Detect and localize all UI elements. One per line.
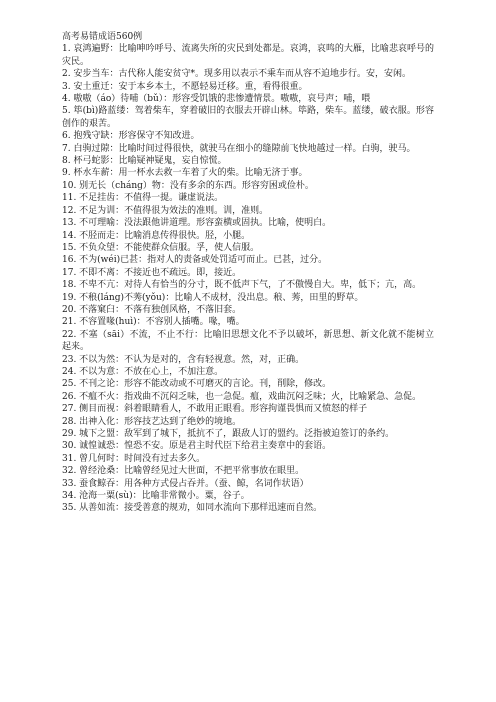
idiom-entry: 30. 诚惶诚恐：惶恐不安。原是君主时代臣下给君主奏章中的套语。 (62, 441, 332, 452)
idiom-entry: 25. 不刊之论：形容不能改动或不可磨灭的言论。刊，削除，修改。 (62, 379, 332, 390)
idiom-entry: 27. 侧目而视：斜着眼睛看人，不敢用正眼看。形容拘谨畏惧而又愤怒的样子 (62, 404, 368, 415)
idiom-entry: 3. 安土重迁：安于本乡本土，不愿轻易迁移。重，看得很重。 (62, 81, 308, 92)
idiom-entry: 14. 不胫而走：比喻消息传得很快。胫，小腿。 (62, 230, 251, 241)
document-page (62, 31, 434, 515)
idiom-entry: 8. 杯弓蛇影：比喻疑神疑鬼，妄自惊慌。 (62, 156, 227, 167)
idiom-entry: 28. 出神入化：形容技艺达到了绝妙的境地。 (62, 416, 242, 427)
idiom-entry: 16. 不为(wéi)已甚：指对人的责备或处罚适可而止。已甚，过分。 (62, 255, 328, 266)
idiom-entry: 10. 别无长（cháng）物：没有多余的东西。形容穷困或俭朴。 (62, 180, 314, 191)
idiom-entry: 17. 不即不离：不接近也不疏远。即，接近。 (62, 267, 242, 278)
idiom-entry: 35. 从善如流：接受善意的规劝，如同水流向下那样迅速而自然。 (62, 503, 323, 514)
idiom-entry: 32. 曾经沧桑：比喻曾经见过大世面，不把平常事放在眼里。 (62, 466, 305, 477)
idiom-entry: 11. 不足挂齿：不值得一提。谦虚说法。 (62, 193, 224, 204)
document-title: 高考易错成语560例 (62, 32, 143, 42)
idiom-entry: 22. 不塞（sāi）不流，不止不行：比喻旧思想文化不予以破坏，新思想、新文化就不能树立起来。 (62, 329, 434, 353)
idiom-entry: 2. 安步当车：古代称人能安贫守*。现多用以表示不乘车而从容不迫地步行。安，安闲。 (62, 69, 411, 80)
idiom-entry: 6. 抱残守缺：形容保守不知改进。 (62, 131, 200, 142)
idiom-entry: 13. 不可理喻：没法跟他讲道理。形容蛮横或固执。比喻，使明白。 (62, 218, 332, 229)
idiom-list (62, 43, 434, 514)
idiom-entry: 9. 杯水车薪：用一杯水去救一车着了火的柴。比喻无济于事。 (62, 168, 308, 179)
idiom-entry: 19. 不稂(láng)不莠(yǒu)：比喻人不成材，没出息。稂、莠，田里的野草。 (62, 292, 364, 303)
idiom-entry: 26. 不瘟不火：指戏曲不沉闷乏味，也一急促。瘟，戏曲沉闷乏味；火，比喻紧急、急促。 (62, 391, 422, 402)
idiom-entry: 21. 不容置喙(huì)：不容别人插嘴。喙，嘴。 (62, 317, 245, 328)
idiom-entry: 12. 不足为训：不值得很为效法的准则。训，准则。 (62, 205, 269, 216)
idiom-entry: 24. 不以为意：不放在心上，不加注意。 (62, 366, 224, 377)
idiom-entry: 1. 哀鸿遍野：比喻呻吟呼号、流离失所的灾民到处都是。哀鸿，哀鸣的大雁，比喻悲哀呼号的灾民。 (62, 44, 434, 67)
idiom-entry: 23. 不以为然：不认为是对的，含有轻视意。然，对，正确。 (62, 354, 305, 365)
idiom-entry: 18. 不卑不亢：对待人有恰当的分寸，既不低声下气，了不傲慢自大。卑，低下；亢，高。 (62, 280, 422, 291)
idiom-entry: 20. 不落窠臼：不落有独创风格，不落旧套。 (62, 304, 242, 315)
idiom-entry: 4. 嗷嗷（áo）待哺（bǔ）：形容受饥饿的悲惨遭情景。嗷嗷，哀号声；哺，喂 (62, 94, 371, 105)
idiom-entry: 31. 曾几何时：时间没有过去多久。 (62, 453, 206, 464)
idiom-entry: 33. 蚕食鲸吞：用各种方式侵占吞并。（蚕、鲸，名词作状语） (62, 478, 309, 489)
idiom-entry: 15. 不负众望：不能使群众信服。孚，使人信服。 (62, 242, 260, 253)
idiom-entry: 34. 沧海一粟(sù)：比喻非常微小。粟，谷子。 (62, 491, 250, 502)
idiom-entry: 7. 白驹过隙：比喻时间过得很快，就驶马在细小的缝隙前飞快地越过一样。白驹，驶马。 (62, 143, 416, 154)
idiom-entry: 5. 筚(bì)路蓝缕：驾着柴车，穿着破旧的衣服去开辟山林。筚路，柴车。蓝缕，破衣服。形容创作的艰苦。 (62, 106, 434, 129)
idiom-entry: 29. 城下之盟：敌军到了城下，抵抗不了，跟敌人订的盟约。泛指被迫签订的条约。 (62, 429, 395, 439)
